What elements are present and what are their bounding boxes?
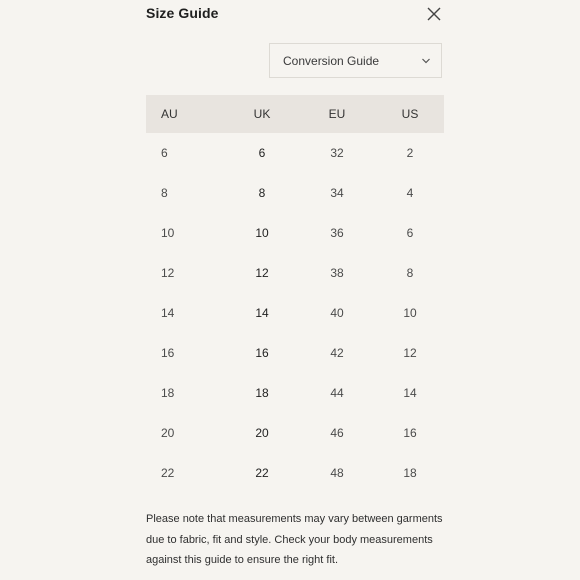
column-header-eu: EU [328, 107, 346, 121]
cell-us: 18 [403, 466, 417, 480]
cell-eu: 38 [330, 266, 344, 280]
cell-uk: 10 [255, 226, 269, 240]
cell-au: 18 [161, 386, 175, 400]
cell-uk: 6 [258, 146, 266, 160]
table-row [146, 373, 444, 413]
cell-eu: 48 [330, 466, 344, 480]
size-guide-panel [146, 0, 444, 580]
cell-au: 6 [161, 146, 168, 160]
table-header [146, 95, 444, 133]
cell-eu: 34 [330, 186, 344, 200]
column-header-au: AU [161, 107, 178, 121]
cell-uk: 8 [258, 186, 266, 200]
cell-us: 16 [403, 426, 417, 440]
cell-au: 22 [161, 466, 175, 480]
cell-us: 6 [406, 226, 414, 240]
cell-eu: 44 [330, 386, 344, 400]
table-row [146, 413, 444, 453]
cell-au: 20 [161, 426, 175, 440]
cell-eu: 46 [330, 426, 344, 440]
cell-uk: 16 [255, 346, 269, 360]
cell-us: 4 [406, 186, 414, 200]
table-row [146, 213, 444, 253]
close-icon [426, 6, 442, 22]
cell-uk: 18 [255, 386, 269, 400]
cell-us: 10 [403, 306, 417, 320]
table-row [146, 133, 444, 173]
chevron-down-icon [421, 57, 431, 65]
cell-eu: 42 [330, 346, 344, 360]
close-button[interactable] [426, 6, 442, 22]
cell-uk: 12 [255, 266, 269, 280]
cell-au: 12 [161, 266, 175, 280]
column-header-uk: UK [253, 107, 271, 121]
cell-us: 14 [403, 386, 417, 400]
cell-uk: 20 [255, 426, 269, 440]
select-value: Conversion Guide [283, 54, 380, 68]
table-row [146, 333, 444, 373]
table-row [146, 173, 444, 213]
cell-au: 14 [161, 306, 175, 320]
size-table [146, 95, 444, 493]
cell-eu: 40 [330, 306, 344, 320]
measurement-note: Please note that measurements may vary between garments due to fabric, fit and style. Check your body measurements against this guide to ensure the right fit. [146, 513, 443, 566]
cell-us: 2 [406, 146, 414, 160]
cell-us: 8 [406, 266, 414, 280]
table-row [146, 253, 444, 293]
page-title: Size Guide [146, 5, 219, 21]
cell-eu: 32 [330, 146, 344, 160]
table-row [146, 293, 444, 333]
conversion-guide-select[interactable] [269, 43, 442, 78]
cell-au: 10 [161, 226, 175, 240]
column-header-us: US [401, 107, 419, 121]
cell-uk: 14 [255, 306, 269, 320]
table-row [146, 453, 444, 493]
cell-eu: 36 [330, 226, 344, 240]
cell-au: 16 [161, 346, 175, 360]
cell-uk: 22 [255, 466, 269, 480]
cell-au: 8 [161, 186, 168, 200]
cell-us: 12 [403, 346, 417, 360]
